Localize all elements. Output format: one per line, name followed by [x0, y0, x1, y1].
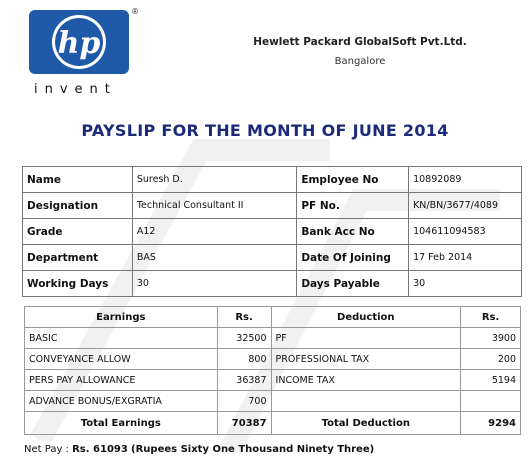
working-days-label: Working Days — [23, 271, 133, 297]
pf-label: PF No. — [297, 193, 409, 219]
deduction-amount: 3900 — [461, 328, 521, 349]
payslip-title: PAYSLIP FOR THE MONTH OF JUNE 2014 — [81, 121, 449, 140]
company-name: Hewlett Packard GlobalSoft Pvt.Ltd. — [253, 36, 467, 48]
doj-label: Date Of Joining — [297, 245, 409, 271]
grade-value: A12 — [132, 219, 296, 245]
deduction-rs-header: Rs. — [461, 307, 521, 328]
total-deduction-label: Total Deduction — [271, 412, 461, 435]
earning-amount: 36387 — [217, 370, 271, 391]
net-pay-amount: Rs. 61093 — [72, 444, 128, 455]
designation-label: Designation — [23, 193, 133, 219]
total-deduction-amount: 9294 — [461, 412, 521, 435]
registered-mark: ® — [131, 7, 139, 16]
working-days-value: 30 — [132, 271, 296, 297]
deduction-amount: 5194 — [461, 370, 521, 391]
bank-label: Bank Acc No — [297, 219, 409, 245]
total-earnings-amount: 70387 — [217, 412, 271, 435]
dept-value: BAS — [132, 245, 296, 271]
days-payable-label: Days Payable — [297, 271, 409, 297]
pay-row — [25, 391, 521, 412]
empty-deduction-cell — [271, 391, 461, 412]
earning-label: ADVANCE BONUS/EXGRATIA — [25, 391, 218, 412]
earnings-rs-header: Rs. — [217, 307, 271, 328]
deduction-amount: 200 — [461, 349, 521, 370]
pay-header-row — [25, 307, 521, 328]
total-earnings-label: Total Earnings — [25, 412, 218, 435]
earning-amount: 800 — [217, 349, 271, 370]
dept-label: Department — [23, 245, 133, 271]
pf-value: KN/BN/3677/4089 — [409, 193, 522, 219]
earning-amount: 32500 — [217, 328, 271, 349]
deduction-header: Deduction — [271, 307, 461, 328]
company-city: Bangalore — [334, 56, 386, 67]
earning-amount: 700 — [217, 391, 271, 412]
pay-row — [25, 370, 521, 391]
pay-total-row — [25, 412, 521, 435]
designation-value: Technical Consultant II — [132, 193, 296, 219]
deduction-label: PROFESSIONAL TAX — [271, 349, 461, 370]
earning-label: BASIC — [25, 328, 218, 349]
info-row-days — [23, 271, 522, 297]
days-payable-value: 30 — [409, 271, 522, 297]
net-pay-line — [24, 444, 374, 455]
earnings-deductions-table — [24, 306, 521, 435]
earning-label: PERS PAY ALLOWANCE — [25, 370, 218, 391]
logo-tagline: invent — [34, 82, 117, 97]
earnings-header: Earnings — [25, 307, 218, 328]
pay-row — [25, 328, 521, 349]
info-row-name — [23, 167, 522, 193]
empno-label: Employee No — [297, 167, 409, 193]
net-pay-label: Net Pay : — [24, 444, 69, 455]
net-pay-words: (Rupees Sixty One Thousand Ninety Three) — [131, 444, 375, 455]
name-label: Name — [23, 167, 133, 193]
info-row-department — [23, 245, 522, 271]
info-row-grade — [23, 219, 522, 245]
grade-label: Grade — [23, 219, 133, 245]
hp-logo — [29, 10, 129, 74]
logo-text: hp — [57, 26, 101, 61]
doj-value: 17 Feb 2014 — [409, 245, 522, 271]
employee-info-table — [22, 166, 522, 297]
name-value: Suresh D. — [132, 167, 296, 193]
pay-row — [25, 349, 521, 370]
info-row-designation — [23, 193, 522, 219]
empno-value: 10892089 — [409, 167, 522, 193]
deduction-label: INCOME TAX — [271, 370, 461, 391]
empty-deduction-amount-cell — [461, 391, 521, 412]
bank-value: 104611094583 — [409, 219, 522, 245]
deduction-label: PF — [271, 328, 461, 349]
earning-label: CONVEYANCE ALLOW — [25, 349, 218, 370]
